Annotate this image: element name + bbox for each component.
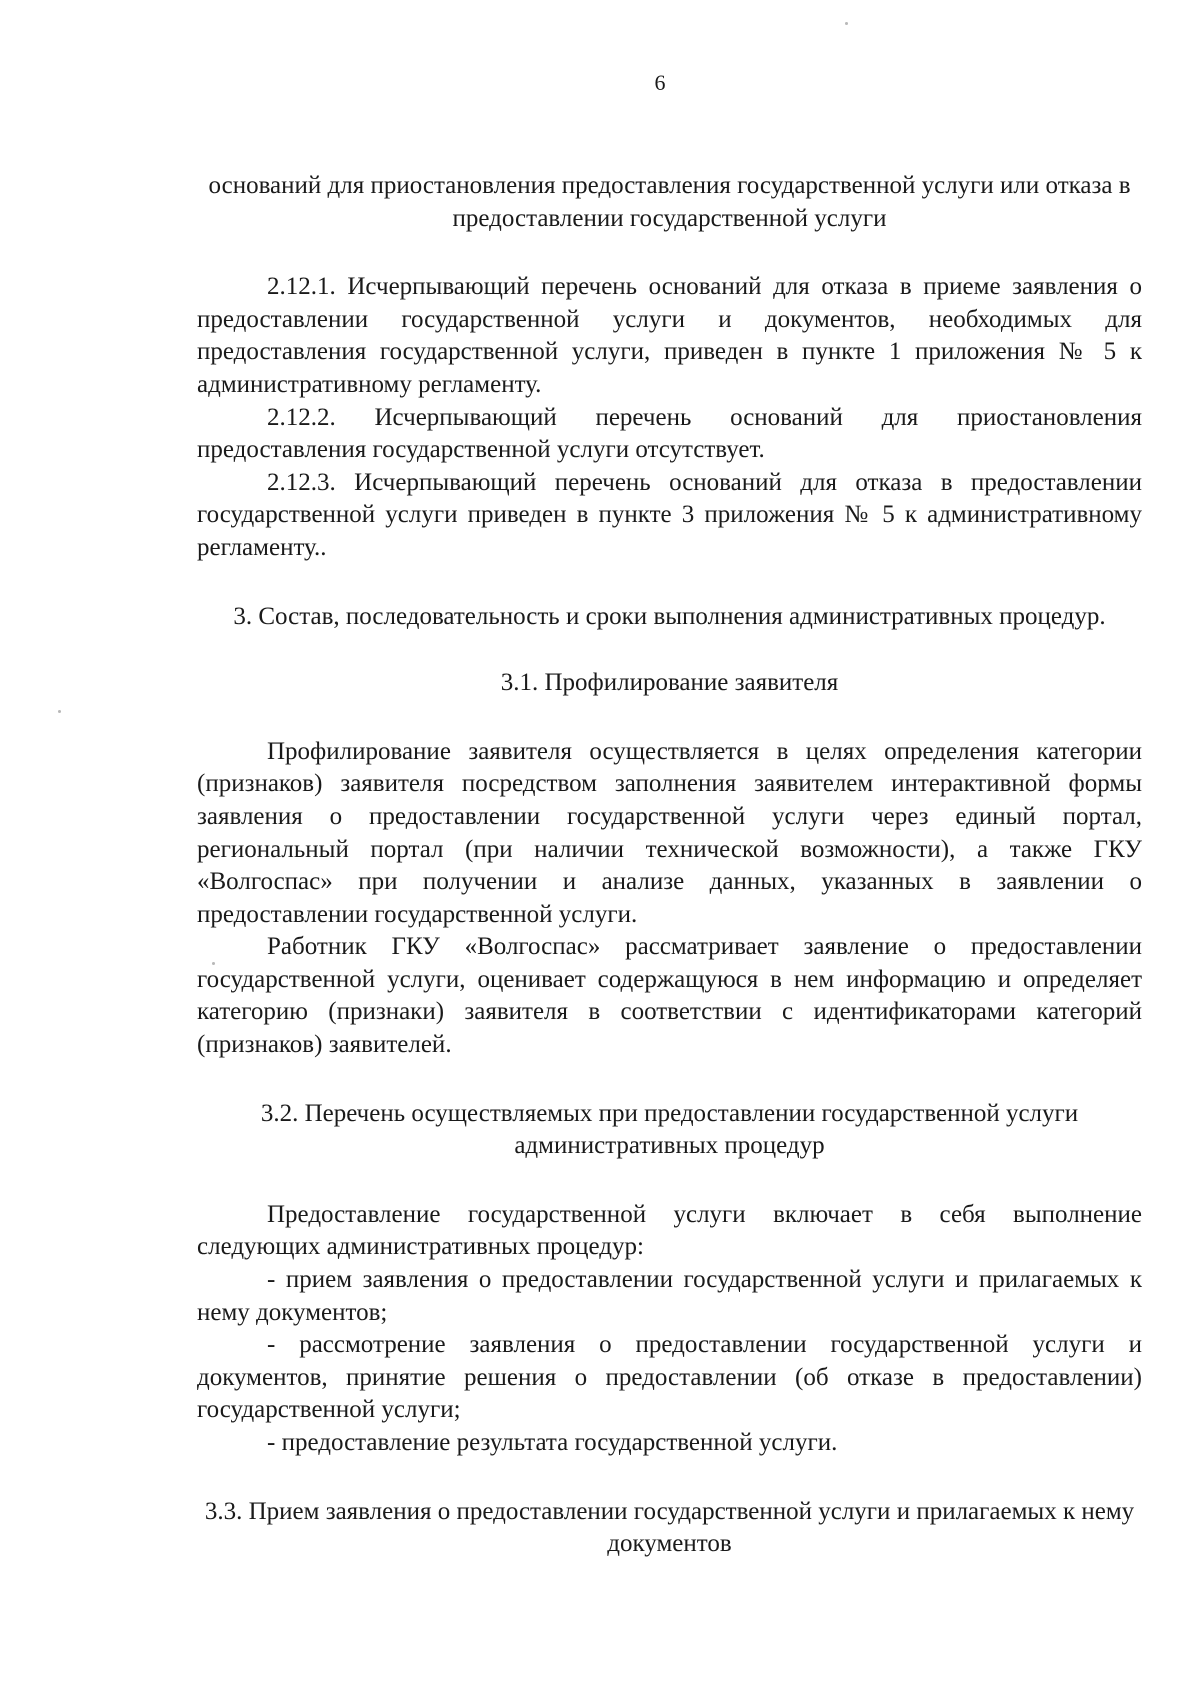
list-item: - прием заявления о предоставлении государственной услуги и прилагаемых к нему документов; xyxy=(197,1266,1142,1326)
paragraph-2-12-3: 2.12.3. Исчерпывающий перечень оснований для отказа в предоставлении государственной услуги приведен в пункте 3 приложения № 5 к административному регламенту.. xyxy=(197,468,1142,561)
paragraph-3-2-intro: Предоставление государственной услуги включает в себя выполнение следующих административных процедур: xyxy=(197,1200,1142,1261)
section-3-1-title: 3.1. Профилирование заявителя xyxy=(500,669,839,697)
paragraph-2-12-1: 2.12.1. Исчерпывающий перечень оснований для отказа в приеме заявления о предоставлении государственной услуги и документов, необходимых для предоставления государственной услуги, приведен в пункте 1 приложения № 5 к административному регламенту. xyxy=(197,273,1142,398)
paragraph-2-12-2: 2.12.2. Исчерпывающий перечень оснований для приостановления предоставления государственной услуги отсутствует. xyxy=(197,403,1142,464)
page-number: 6 xyxy=(654,70,666,95)
paragraph-3-1-profiling: Профилирование заявителя осуществляется в целях определения категории (признаков) заявителя посредством заполнения заявителем интерактивной формы заявления о предоставлении государственной услуги через единый портал, региональный портал (при наличии технической возможности), а также ГКУ «Волгоспас» при получении и анализе данных, указанных в заявлении о предоставлении государственной услуги. xyxy=(197,737,1142,928)
paragraph-3-1-worker: Работник ГКУ «Волгоспас» рассматривает заявление о предоставлении государственной услуги, оценивает содержащуюся в нем информацию и определяет категорию (признаки) заявителя в соответствии с идентификаторами категорий (признаков) заявителей. xyxy=(197,933,1142,1059)
section-3-3-title: 3.3. Прием заявления о предоставлении государственной услуги и прилагаемых к нему документов xyxy=(204,1497,1135,1558)
section-heading-continued: оснований для приостановления предоставления государственной услуги или отказа в предоставлении государственной услуги xyxy=(208,172,1131,232)
list-item: - предоставление результата государственной услуги. xyxy=(267,1429,838,1456)
scan-speck xyxy=(58,710,61,713)
list-item: - рассмотрение заявления о предоставлении государственной услуги и документов, принятие решения о предоставлении (об отказе в предоставлении) государственной услуги; xyxy=(197,1331,1142,1424)
section-3-2-title: 3.2. Перечень осуществляемых при предоставлении государственной услуги административных процедур xyxy=(260,1099,1079,1160)
scan-speck xyxy=(845,22,848,25)
section-3-title: 3. Состав, последовательность и сроки выполнения административных процедур. xyxy=(233,602,1106,630)
document-body xyxy=(197,170,1142,1561)
scan-speck xyxy=(212,962,215,965)
